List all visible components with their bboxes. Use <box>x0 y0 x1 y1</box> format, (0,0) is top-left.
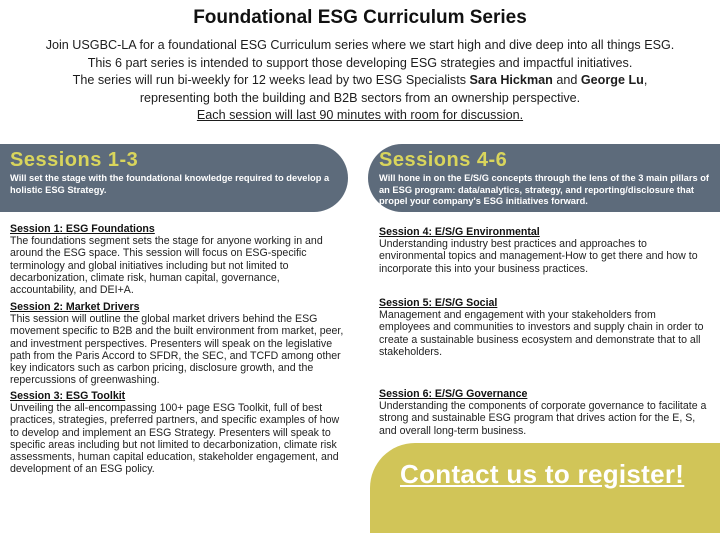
sessions-1-3-description: Will set the stage with the foundational knowledge required to develop a holistic ESG Strategy. <box>10 173 330 195</box>
sessions-1-3-banner <box>0 144 348 212</box>
intro-line-5: Each session will last 90 minutes with room for discussion. <box>196 108 524 122</box>
session-6-heading: Session 6: E/S/G Governance <box>379 388 528 400</box>
session-3-heading: Session 3: ESG Toolkit <box>10 390 126 402</box>
session-5 <box>379 297 709 358</box>
session-5-heading: Session 5: E/S/G Social <box>379 297 498 309</box>
session-5-body: Management and engagement with your stakeholders from employees and communities to investors and supply chain in order to create a sustainable business ecosystem and demonstrate that to all stakeholders. <box>379 309 704 358</box>
sessions-4-6-description: Will hone in on the E/S/G concepts through the lens of the 3 main pillars of an ESG program: data/analytics, strategy, and reporting/disclosure that propel your company's ESG initiatives forward. <box>379 173 709 206</box>
intro-line-3-prefix: The series will run bi-weekly for 12 weeks lead by two ESG Specialists <box>72 73 470 87</box>
contact-register-link[interactable]: Contact us to register! <box>400 459 685 489</box>
session-3-body: Unveiling the all-encompassing 100+ page ESG Toolkit, full of best practices, strategies, preferred partners, and specific examples of how to develop and implement an ESG Strategy. Presenters will speak to specific areas including but not limited to decarbonization, climate risk assessments, human capital education, stakeholder engagement, and development of an ESG policy. <box>10 402 340 476</box>
sessions-1-3-title: Sessions 1-3 <box>10 149 139 171</box>
intro-line-3 <box>20 72 700 90</box>
session-2-heading: Session 2: Market Drivers <box>10 301 140 313</box>
session-2 <box>10 301 345 386</box>
session-6-body: Understanding the components of corporate governance to facilitate a strong and sustainable ESG program that drives action for the E, S, and overall long-term business. <box>379 400 707 437</box>
sessions-4-6-title: Sessions 4-6 <box>379 149 508 171</box>
session-2-body: This session will outline the global market drivers behind the ESG movement specific to B2B and the built environment from market, peer, and investment perspectives. Presenters will speak on the legislative path from the Paris Accord to SFDR, the SEC, and TCFD among other key indicators such as carbon pricing, disclosure growth, and the repercussions of greenwashing. <box>10 313 344 387</box>
sessions-4-6-banner <box>368 144 720 212</box>
intro-conjunction: and <box>552 73 581 87</box>
intro-line-3-suffix: , <box>643 73 648 87</box>
intro-line-1: Join USGBC-LA for a foundational ESG Curriculum series where we start high and dive deep into all things ESG. <box>45 38 675 52</box>
session-1-body: The foundations segment sets the stage for anyone working in and around the ESG space. This session will focus on ESG-specific terminology and global initiatives including but not limited to decarbonization, climate risk, human capital, governance, accountability, and DEI+A. <box>10 235 323 297</box>
intro-line-4: representing both the building and B2B sectors from an ownership perspective. <box>139 90 581 105</box>
session-4 <box>379 226 709 275</box>
session-3 <box>10 390 345 475</box>
session-6 <box>379 388 709 437</box>
speaker-name-2: George Lu <box>580 73 644 87</box>
speaker-name-1: Sara Hickman <box>469 73 553 87</box>
session-1 <box>10 223 345 296</box>
page-title: Foundational ESG Curriculum Series <box>193 7 527 28</box>
session-4-heading: Session 4: E/S/G Environmental <box>379 226 540 238</box>
session-1-heading: Session 1: ESG Foundations <box>10 223 155 235</box>
session-4-body: Understanding industry best practices and approaches to environmental topics and management-How to get there and how to incorporate this into your business practices. <box>379 238 698 275</box>
intro-paragraph <box>20 37 700 125</box>
intro-line-2: This 6 part series is intended to support those developing ESG strategies and impactful initiatives. <box>87 55 633 70</box>
